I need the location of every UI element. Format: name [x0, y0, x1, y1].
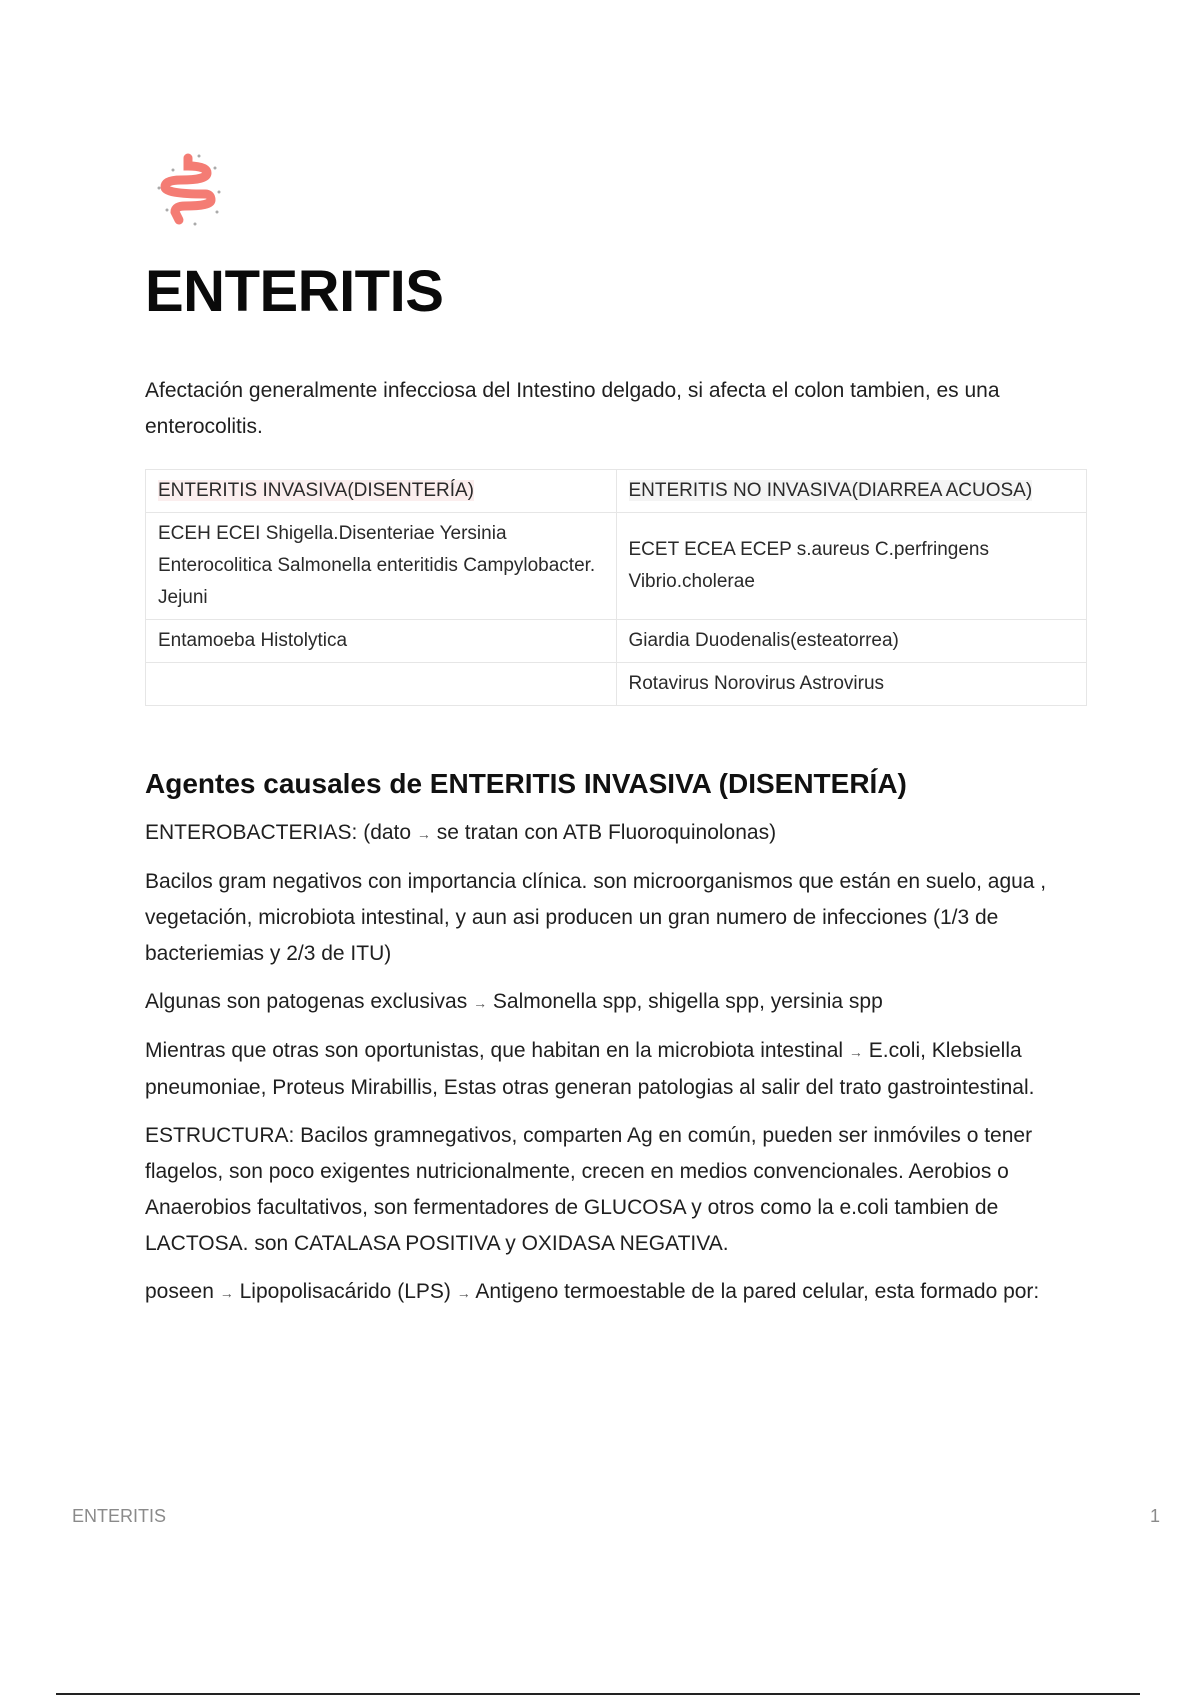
page-number: 1 — [1149, 1506, 1160, 1526]
arrow-icon: → — [416, 826, 431, 842]
arrow-icon: → — [473, 995, 488, 1011]
intestine-icon — [145, 140, 235, 235]
table-row — [146, 663, 1087, 706]
arrow-icon: → — [219, 1285, 234, 1301]
table-row — [146, 513, 1087, 620]
paragraph-lps: poseen → Lipopolisacárido (LPS) → Antigeno termoestable de la pared celular, esta formado por: — [145, 1280, 1040, 1303]
arrow-icon: → — [456, 1285, 471, 1301]
table-header-cell — [146, 470, 617, 513]
arrow-icon: → — [848, 1044, 863, 1060]
page-divider — [56, 1693, 1140, 1695]
table-cell — [146, 663, 617, 706]
footer-title: ENTERITIS — [72, 1506, 167, 1526]
paragraph-bacilos: Bacilos gram negativos con importancia clínica. son microorganismos que están en suelo, agua , vegetación, microbiota intestinal, y aun asi producen un gran numero de infecciones (1/3 de bacteriemias y 2/3 de ITU) — [145, 870, 1047, 965]
paragraph-patogenas: Algunas son patogenas exclusivas → Salmonella spp, shigella spp, yersinia spp — [145, 990, 883, 1013]
table-header-row — [146, 470, 1087, 513]
table-header-cell — [616, 470, 1087, 513]
table-row — [146, 620, 1087, 663]
header-invasiva: ENTERITIS INVASIVA(DISENTERÍA) — [158, 480, 475, 501]
table-cell: ECEH ECEI Shigella.Disenteriae Yersinia Enterocolitica Salmonella enteritidis Campylobacter. Jejuni — [146, 513, 617, 620]
header-no-invasiva: ENTERITIS NO INVASIVA(DIARREA ACUOSA) — [628, 480, 1033, 501]
table-cell: ECET ECEA ECEP s.aureus C.perfringens Vibrio.cholerae — [616, 513, 1087, 620]
paragraph-oportunistas: Mientras que otras son oportunistas, que habitan en la microbiota intestinal → E.coli, Klebsiella pneumoniae, Proteus Mirabillis, Estas otras generan patologias al salir del trato gastrointestinal. — [145, 1039, 1035, 1099]
intro-paragraph: Afectación generalmente infecciosa del Intestino delgado, si afecta el colon tambien, es una enterocolitis. — [145, 379, 1000, 438]
table-cell: Rotavirus Norovirus Astrovirus — [616, 663, 1087, 706]
paragraph-estructura: ESTRUCTURA: Bacilos gramnegativos, comparten Ag en común, pueden ser inmóviles o tener flagelos, son poco exigentes nutricionalmente, crecen en medios convencionales. Aerobios o Anaerobios facultativos, son fermentadores de GLUCOSA y otros como la e.coli tambien de LACTOSA. son CATALASA POSITIVA y OXIDASA NEGATIVA. — [145, 1124, 1033, 1255]
enteritis-table — [145, 469, 1087, 706]
page-title: ENTERITIS — [145, 259, 444, 324]
section-body — [145, 815, 1090, 1323]
section-heading: Agentes causales de ENTERITIS INVASIVA (DISENTERÍA) — [145, 768, 907, 799]
table-cell: Entamoeba Histolytica — [146, 620, 617, 663]
paragraph-enterobacterias: ENTEROBACTERIAS: (dato → se tratan con ATB Fluoroquinolonas) — [145, 821, 777, 844]
table-cell: Giardia Duodenalis(esteatorrea) — [616, 620, 1087, 663]
